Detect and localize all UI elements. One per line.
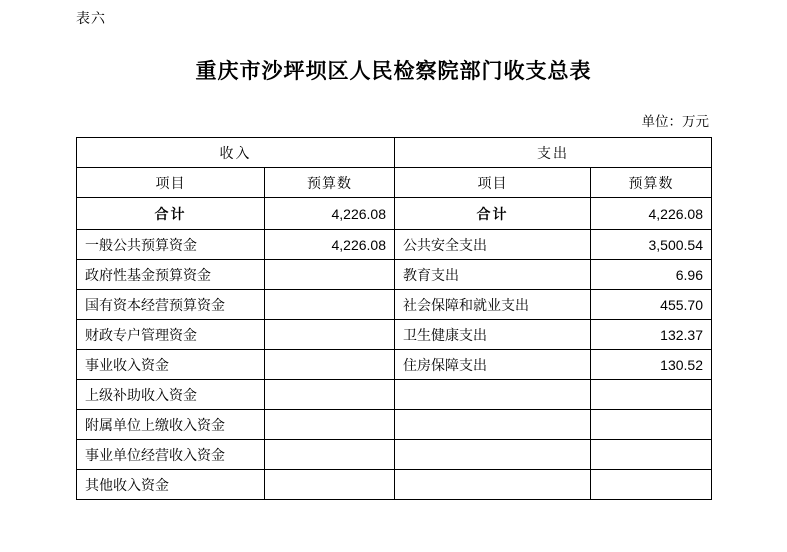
- table-row: [77, 410, 712, 440]
- income-item-label: 上级补助收入资金: [77, 380, 265, 410]
- table-row: [77, 380, 712, 410]
- column-header-expense-item: 项目: [395, 168, 591, 198]
- table-column-header-row: [77, 168, 712, 198]
- expense-item-value: 6.96: [591, 260, 712, 290]
- income-item-label: 事业单位经营收入资金: [77, 440, 265, 470]
- budget-summary-table: [76, 137, 712, 500]
- expense-item-label: 社会保障和就业支出: [395, 290, 591, 320]
- expense-item-label: [395, 440, 591, 470]
- table-group-header-row: [77, 138, 712, 168]
- expense-item-value: [591, 410, 712, 440]
- income-item-label: 事业收入资金: [77, 350, 265, 380]
- table-row: [77, 290, 712, 320]
- income-item-value: [265, 320, 395, 350]
- table-row: [77, 440, 712, 470]
- table-row: [77, 350, 712, 380]
- income-item-label: 国有资本经营预算资金: [77, 290, 265, 320]
- income-item-value: [265, 380, 395, 410]
- income-item-value: [265, 350, 395, 380]
- table-row: [77, 470, 712, 500]
- income-item-label: 政府性基金预算资金: [77, 260, 265, 290]
- table-row-total: [77, 198, 712, 230]
- column-header-income-budget: 预算数: [265, 168, 395, 198]
- income-item-label: 财政专户管理资金: [77, 320, 265, 350]
- table-row: [77, 230, 712, 260]
- total-label-expense: 合计: [395, 198, 591, 230]
- income-item-value: [265, 410, 395, 440]
- group-header-income: 收入: [77, 138, 395, 168]
- expense-item-label: [395, 380, 591, 410]
- income-item-value: [265, 260, 395, 290]
- expense-item-value: [591, 440, 712, 470]
- expense-item-label: 教育支出: [395, 260, 591, 290]
- income-item-label: 一般公共预算资金: [77, 230, 265, 260]
- group-header-expense: 支出: [395, 138, 712, 168]
- total-value-expense: 4,226.08: [591, 198, 712, 230]
- income-item-label: 其他收入资金: [77, 470, 265, 500]
- column-header-income-item: 项目: [77, 168, 265, 198]
- table-row: [77, 260, 712, 290]
- form-number-label: 表六: [76, 10, 106, 26]
- expense-item-value: 132.37: [591, 320, 712, 350]
- income-item-value: 4,226.08: [265, 230, 395, 260]
- expense-item-value: 455.70: [591, 290, 712, 320]
- total-value-income: 4,226.08: [265, 198, 395, 230]
- expense-item-label: [395, 410, 591, 440]
- income-item-value: [265, 290, 395, 320]
- income-item-value: [265, 440, 395, 470]
- expense-item-label: 卫生健康支出: [395, 320, 591, 350]
- expense-item-value: [591, 470, 712, 500]
- column-header-expense-budget: 预算数: [591, 168, 712, 198]
- income-item-value: [265, 470, 395, 500]
- expense-item-value: 130.52: [591, 350, 712, 380]
- expense-item-label: [395, 470, 591, 500]
- income-item-label: 附属单位上缴收入资金: [77, 410, 265, 440]
- expense-item-value: 3,500.54: [591, 230, 712, 260]
- expense-item-label: 住房保障支出: [395, 350, 591, 380]
- table-row: [77, 320, 712, 350]
- page-title: 重庆市沙坪坝区人民检察院部门收支总表: [195, 60, 592, 83]
- unit-note: 单位：万元: [641, 114, 709, 129]
- total-label-income: 合计: [77, 198, 265, 230]
- expense-item-value: [591, 380, 712, 410]
- expense-item-label: 公共安全支出: [395, 230, 591, 260]
